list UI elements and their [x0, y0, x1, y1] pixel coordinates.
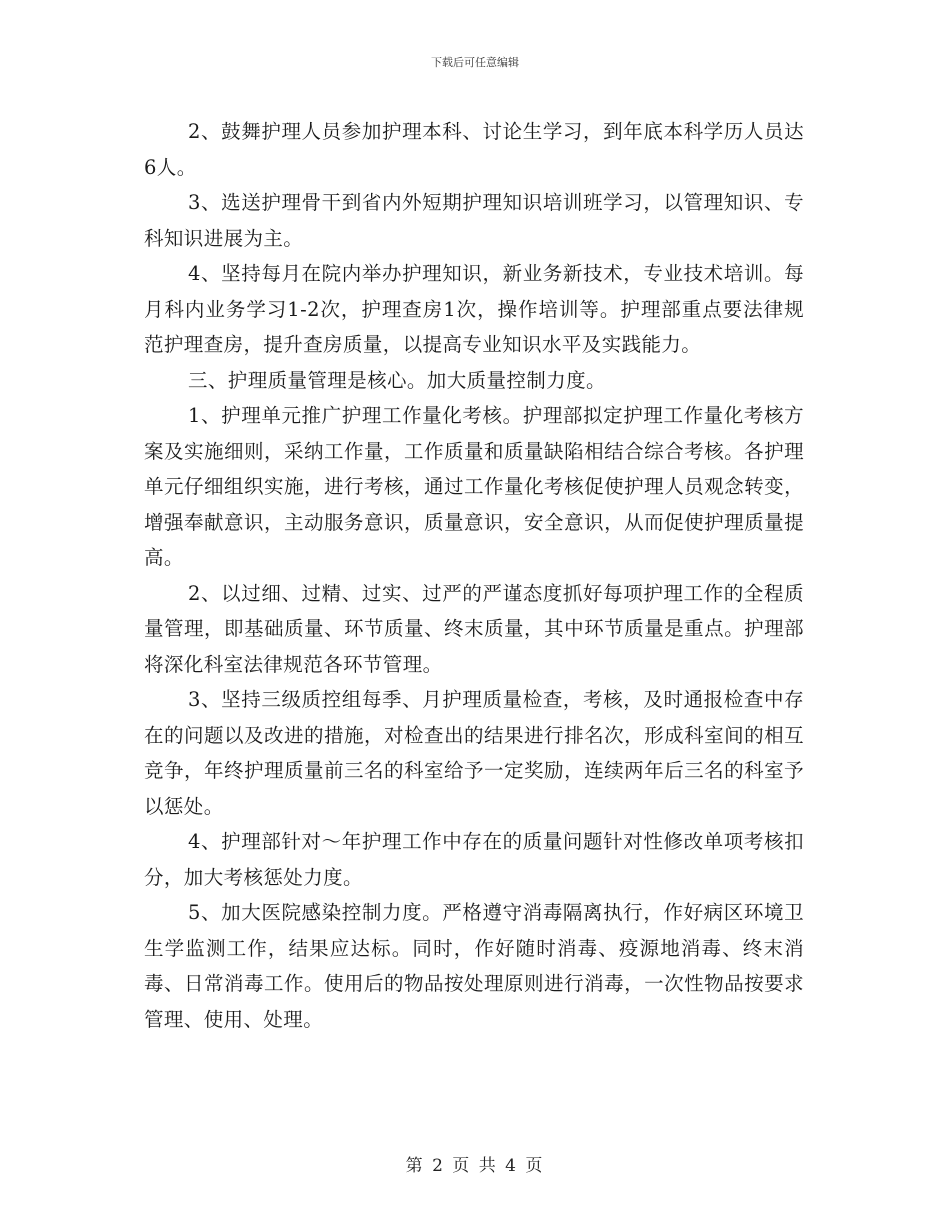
paragraph-5-text: 1、护理单元推广护理工作量化考核。护理部拟定护理工作量化考核方案及实施细则，采纳工作量，工作质量和质量缺陷相结合综合考核。各护理单元仔细组织实施，进行考核，通过工作量化考核促使护理人员观念转变，增强奉献意识，主动服务意识，质量意识，安全意识，从而促使护理质量提高。 — [144, 404, 804, 569]
page-number: 第 2 页 共 4 页 — [405, 1156, 545, 1176]
section-heading-3 — [144, 363, 804, 399]
section-heading-3-text: 三、护理质量管理是核心。加大质量控制力度。 — [188, 368, 606, 392]
paragraph-3-text: 4、坚持每月在院内举办护理知识，新业务新技术，专业技术培训。每月科内业务学习1-2次，护理查房1次，操作培训等。护理部重点要法律规范护理查房，提升查房质量，以提高专业知识水平及实践能力。 — [144, 262, 804, 356]
paragraph-5 — [144, 398, 804, 576]
paragraph-3 — [144, 256, 804, 363]
paragraph-2 — [144, 185, 804, 256]
paragraph-8-text: 4、护理部针对～年护理工作中存在的质量问题针对性修改单项考核扣分，加大考核惩处力度。 — [144, 830, 804, 889]
document-body — [144, 114, 804, 1037]
paragraph-8 — [144, 824, 804, 895]
paragraph-9 — [144, 895, 804, 1037]
paragraph-1-text: 2、鼓舞护理人员参加护理本科、讨论生学习，到年底本科学历人员达6人。 — [144, 120, 804, 179]
paragraph-2-text: 3、选送护理骨干到省内外短期护理知识培训班学习，以管理知识、专科知识进展为主。 — [144, 191, 804, 250]
paragraph-1 — [144, 114, 804, 185]
paragraph-9-text: 5、加大医院感染控制力度。严格遵守消毒隔离执行，作好病区环境卫生学监测工作，结果应达标。同时，作好随时消毒、疫源地消毒、终末消毒、日常消毒工作。使用后的物品按处理原则进行消毒，一次性物品按要求管理、使用、处理。 — [144, 901, 804, 1031]
paragraph-6-text: 2、以过细、过精、过实、过严的严谨态度抓好每项护理工作的全程质量管理，即基础质量、环节质量、终末质量，其中环节质量是重点。护理部将深化科室法律规范各环节管理。 — [144, 581, 804, 676]
paragraph-7 — [144, 682, 804, 824]
paragraph-7-text: 3、坚持三级质控组每季、月护理质量检查，考核，及时通报检查中存在的问题以及改进的措施，对检查出的结果进行排名次，形成科室间的相互竞争，年终护理质量前三名的科室给予一定奖励，连续两年后三名的科室予以惩处。 — [144, 688, 804, 818]
paragraph-6 — [144, 576, 804, 683]
page-header-note: 下载后可任意编辑 — [431, 56, 519, 69]
